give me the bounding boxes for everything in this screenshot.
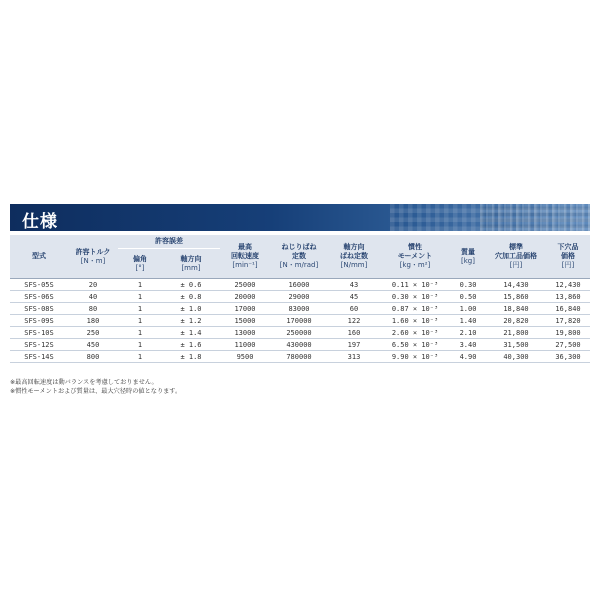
cell-inertia: 0.30 × 10⁻³ <box>380 291 450 303</box>
cell-model: SFS-09S <box>10 315 68 327</box>
cell-pilot-price: 36,300 <box>546 351 590 363</box>
cell-axial-spring: 60 <box>328 303 380 315</box>
cell-angular: 1 <box>118 315 162 327</box>
cell-pilot-price: 12,430 <box>546 279 590 291</box>
cell-speed: 11000 <box>220 339 270 351</box>
cell-pilot-price: 16,840 <box>546 303 590 315</box>
section-banner <box>10 204 590 231</box>
col-header-inertia: 慣性 モーメント [kg・m²] <box>380 235 450 279</box>
col-header-torque: 許容トルク [N・m] <box>68 235 118 279</box>
cell-mass: 3.40 <box>450 339 486 351</box>
cell-model: SFS-08S <box>10 303 68 315</box>
cell-model: SFS-05S <box>10 279 68 291</box>
table-row <box>10 327 590 339</box>
cell-std-price: 15,860 <box>486 291 546 303</box>
col-header-speed: 最高 回転速度 [min⁻¹] <box>220 235 270 279</box>
cell-pilot-price: 17,820 <box>546 315 590 327</box>
footnotes <box>10 378 181 396</box>
cell-std-price: 20,820 <box>486 315 546 327</box>
cell-axial-spring: 197 <box>328 339 380 351</box>
cell-speed: 9500 <box>220 351 270 363</box>
cell-axial: ± 1.6 <box>162 339 220 351</box>
cell-torque: 20 <box>68 279 118 291</box>
cell-model: SFS-06S <box>10 291 68 303</box>
cell-torsion: 29000 <box>270 291 328 303</box>
cell-inertia: 2.60 × 10⁻³ <box>380 327 450 339</box>
cell-std-price: 14,430 <box>486 279 546 291</box>
cell-axial-spring: 160 <box>328 327 380 339</box>
col-header-pilot-price: 下穴品 価格 [円] <box>546 235 590 279</box>
col-header-model: 型式 <box>10 235 68 279</box>
table-row <box>10 339 590 351</box>
col-header-mass: 質量 [kg] <box>450 235 486 279</box>
cell-speed: 13000 <box>220 327 270 339</box>
table-row <box>10 351 590 363</box>
cell-torsion: 83000 <box>270 303 328 315</box>
table-row <box>10 279 590 291</box>
cell-inertia: 9.90 × 10⁻³ <box>380 351 450 363</box>
spec-table <box>10 235 590 363</box>
cell-inertia: 6.50 × 10⁻³ <box>380 339 450 351</box>
cell-torque: 40 <box>68 291 118 303</box>
table-row <box>10 291 590 303</box>
cell-torsion: 170000 <box>270 315 328 327</box>
cell-axial-spring: 122 <box>328 315 380 327</box>
cell-inertia: 0.11 × 10⁻³ <box>380 279 450 291</box>
cell-torque: 250 <box>68 327 118 339</box>
col-header-misalignment: 許容誤差 <box>118 235 220 249</box>
cell-mass: 1.00 <box>450 303 486 315</box>
cell-angular: 1 <box>118 351 162 363</box>
cell-std-price: 21,800 <box>486 327 546 339</box>
cell-std-price: 40,300 <box>486 351 546 363</box>
cell-axial: ± 1.0 <box>162 303 220 315</box>
cell-std-price: 31,500 <box>486 339 546 351</box>
cell-model: SFS-10S <box>10 327 68 339</box>
cell-axial-spring: 45 <box>328 291 380 303</box>
col-header-axial: 軸方向 [mm] <box>162 249 220 279</box>
cell-angular: 1 <box>118 303 162 315</box>
cell-model: SFS-14S <box>10 351 68 363</box>
cell-torsion: 780000 <box>270 351 328 363</box>
cell-std-price: 18,840 <box>486 303 546 315</box>
cell-axial-spring: 43 <box>328 279 380 291</box>
cell-axial-spring: 313 <box>328 351 380 363</box>
cell-speed: 25000 <box>220 279 270 291</box>
cell-axial: ± 1.4 <box>162 327 220 339</box>
header-row-top <box>10 235 590 249</box>
cell-pilot-price: 19,800 <box>546 327 590 339</box>
cell-torsion: 430000 <box>270 339 328 351</box>
col-header-angular: 偏角 [°] <box>118 249 162 279</box>
cell-angular: 1 <box>118 291 162 303</box>
cell-axial: ± 0.6 <box>162 279 220 291</box>
cell-mass: 4.90 <box>450 351 486 363</box>
table-row <box>10 303 590 315</box>
cell-speed: 15000 <box>220 315 270 327</box>
cell-pilot-price: 27,500 <box>546 339 590 351</box>
cell-torque: 180 <box>68 315 118 327</box>
cell-inertia: 1.60 × 10⁻³ <box>380 315 450 327</box>
col-header-std-price: 標準 穴加工品価格 [円] <box>486 235 546 279</box>
col-header-axial-spring: 軸方向 ばね定数 [N/mm] <box>328 235 380 279</box>
cell-torque: 80 <box>68 303 118 315</box>
footnote: ※慣性モーメントおよび質量は、最大穴径時の値となります。 <box>10 388 182 395</box>
cell-torsion: 250000 <box>270 327 328 339</box>
cell-mass: 0.30 <box>450 279 486 291</box>
cell-inertia: 0.87 × 10⁻³ <box>380 303 450 315</box>
cell-model: SFS-12S <box>10 339 68 351</box>
col-header-torsion: ねじりばね 定数 [N・m/rad] <box>270 235 328 279</box>
cell-axial: ± 1.8 <box>162 351 220 363</box>
cell-torsion: 16000 <box>270 279 328 291</box>
table-row <box>10 315 590 327</box>
cell-mass: 1.40 <box>450 315 486 327</box>
cell-speed: 17000 <box>220 303 270 315</box>
footnote: ※最高回転速度は動バランスを考慮しておりません。 <box>10 379 158 386</box>
cell-pilot-price: 13,860 <box>546 291 590 303</box>
cell-angular: 1 <box>118 327 162 339</box>
banner-pattern-accent <box>480 204 590 231</box>
cell-axial: ± 0.8 <box>162 291 220 303</box>
cell-speed: 20000 <box>220 291 270 303</box>
section-title: 仕様 <box>22 212 58 231</box>
cell-mass: 0.50 <box>450 291 486 303</box>
cell-angular: 1 <box>118 339 162 351</box>
cell-axial: ± 1.2 <box>162 315 220 327</box>
cell-torque: 800 <box>68 351 118 363</box>
cell-mass: 2.10 <box>450 327 486 339</box>
cell-angular: 1 <box>118 279 162 291</box>
cell-torque: 450 <box>68 339 118 351</box>
